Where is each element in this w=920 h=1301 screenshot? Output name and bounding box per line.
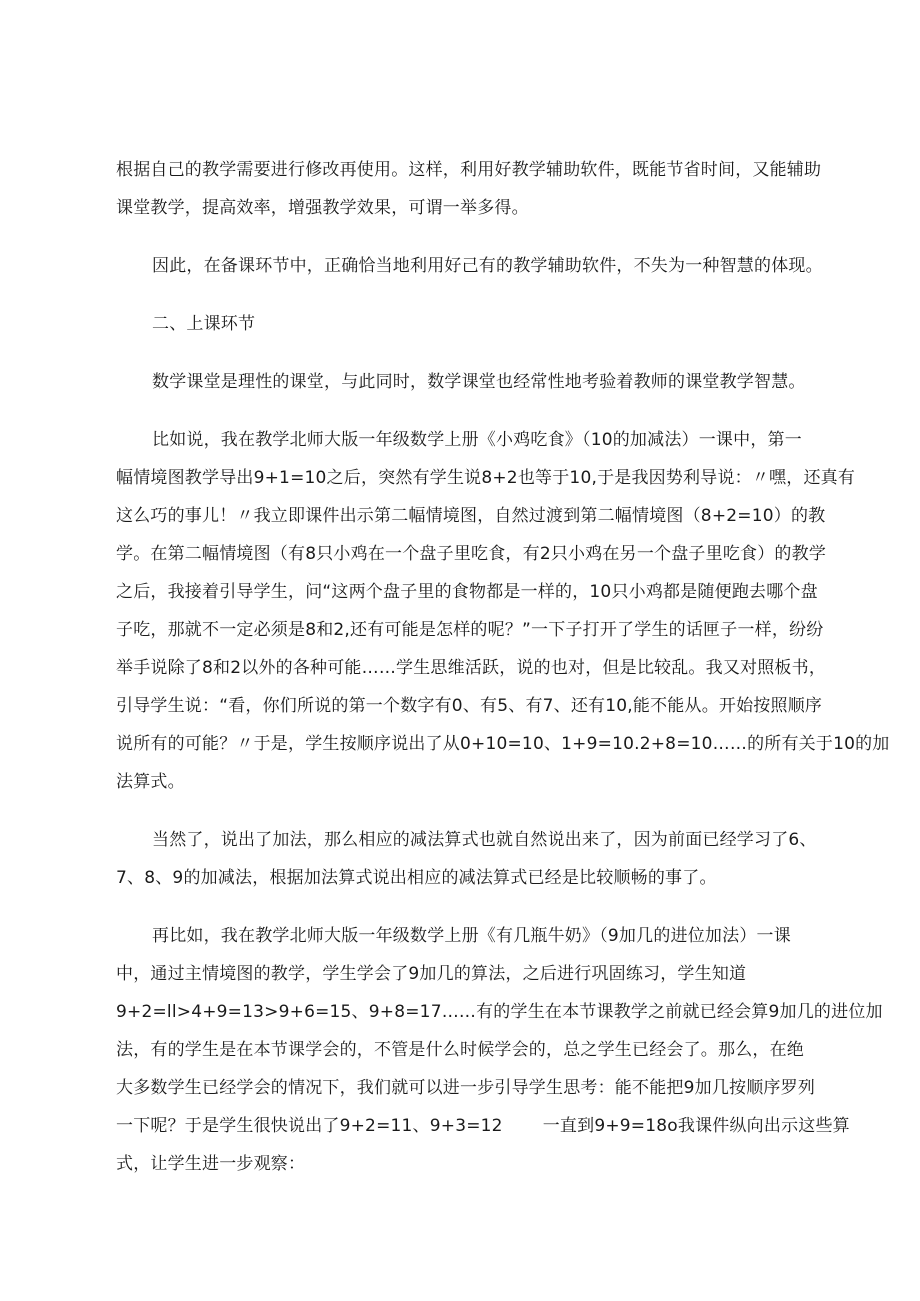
paragraph-line: 这么巧的事儿！〃我立即课件出示第二幅情境图，自然过渡到第二幅情境图（8+2=10）的教: [116, 506, 826, 526]
paragraph-line-part: 一直到9+9=18o我课件纵向出示这些算: [542, 1116, 850, 1136]
paragraph-line: 比如说，我在教学北师大版一年级数学上册《小鸡吃食》（10的加减法）一课中，第一: [152, 430, 802, 450]
paragraph-line: 举手说除了8和2以外的各种可能……学生思维活跃，说的也对，但是比较乱。我又对照板书，: [116, 658, 827, 678]
paragraph-line: 说所有的可能？〃于是，学生按顺序说出了从0+10=10、1+9=10.2+8=10……的所有关于10的加: [116, 734, 890, 754]
paragraph-line: 引导学生说：“看，你们所说的第一个数字有0、有5、有7、还有10,能不能从。开始按照顺序: [116, 696, 823, 716]
paragraph-line-part: 一下呢？于是学生很快说出了9+2=11、9+3=12: [116, 1116, 503, 1136]
paragraph-line: 大多数学生已经学会的情况下，我们就可以进一步引导学生思考：能不能把9加几按顺序罗列: [116, 1078, 816, 1098]
section-heading: 二、上课环节: [152, 314, 256, 334]
paragraph-line: 再比如，我在教学北师大版一年级数学上册《有几瓶牛奶》（9加几的进位加法）一课: [152, 926, 791, 946]
paragraph-line: 因此，在备课环节中，正确恰当地利用好己有的教学辅助软件，不失为一种智慧的体现。: [152, 256, 823, 276]
paragraph-line: 数学课堂是理性的课堂，与此同时，数学课堂也经常性地考验着教师的课堂教学智慧。: [152, 372, 806, 392]
paragraph-line: 根据自己的教学需要进行修改再使用。这样，利用好教学辅助软件，既能节省时间，又能辅助: [116, 160, 822, 180]
paragraph-line: 中，通过主情境图的教学，学生学会了9加几的算法，之后进行巩固练习，学生知道: [116, 964, 747, 984]
paragraph-line: 法算式。: [116, 772, 185, 792]
paragraph-line: 课堂教学，提高效率，增强教学效果，可谓一举多得。: [116, 198, 529, 218]
paragraph-line: 式，让学生进一步观察：: [116, 1154, 306, 1174]
paragraph-line: [116, 1115, 850, 1137]
paragraph-line: 9+2=ll>4+9=13>9+6=15、9+8=17……有的学生在本节课教学之前就已经会算9加几的进位加: [116, 1002, 883, 1022]
paragraph-line: 法，有的学生是在本节课学会的，不管是什么时候学会的，总之学生已经会了。那么，在绝: [116, 1040, 804, 1060]
paragraph-line: 之后，我接着引导学生，问“这两个盘子里的食物都是一样的，10只小鸡都是随便跑去哪个盘: [116, 582, 818, 602]
paragraph-line: 幅情境图教学导出9+1=10之后，突然有学生说8+2也等于10,于是我因势利导说：〃嘿，还真有: [116, 468, 856, 488]
paragraph-line: 子吃，那就不一定必须是8和2,还有可能是怎样的呢？”一下子打开了学生的话匣子一样，纷纷: [116, 620, 824, 640]
paragraph-line: 7、8、9的加减法，根据加法算式说出相应的减法算式已经是比较顺畅的事了。: [116, 868, 717, 888]
paragraph-line: 当然了，说出了加法，那么相应的减法算式也就自然说出来了，因为前面已经学习了6、: [152, 830, 817, 850]
paragraph-line: 学。在第二幅情境图（有8只小鸡在一个盘子里吃食，有2只小鸡在另一个盘子里吃食）的教学: [116, 544, 827, 564]
